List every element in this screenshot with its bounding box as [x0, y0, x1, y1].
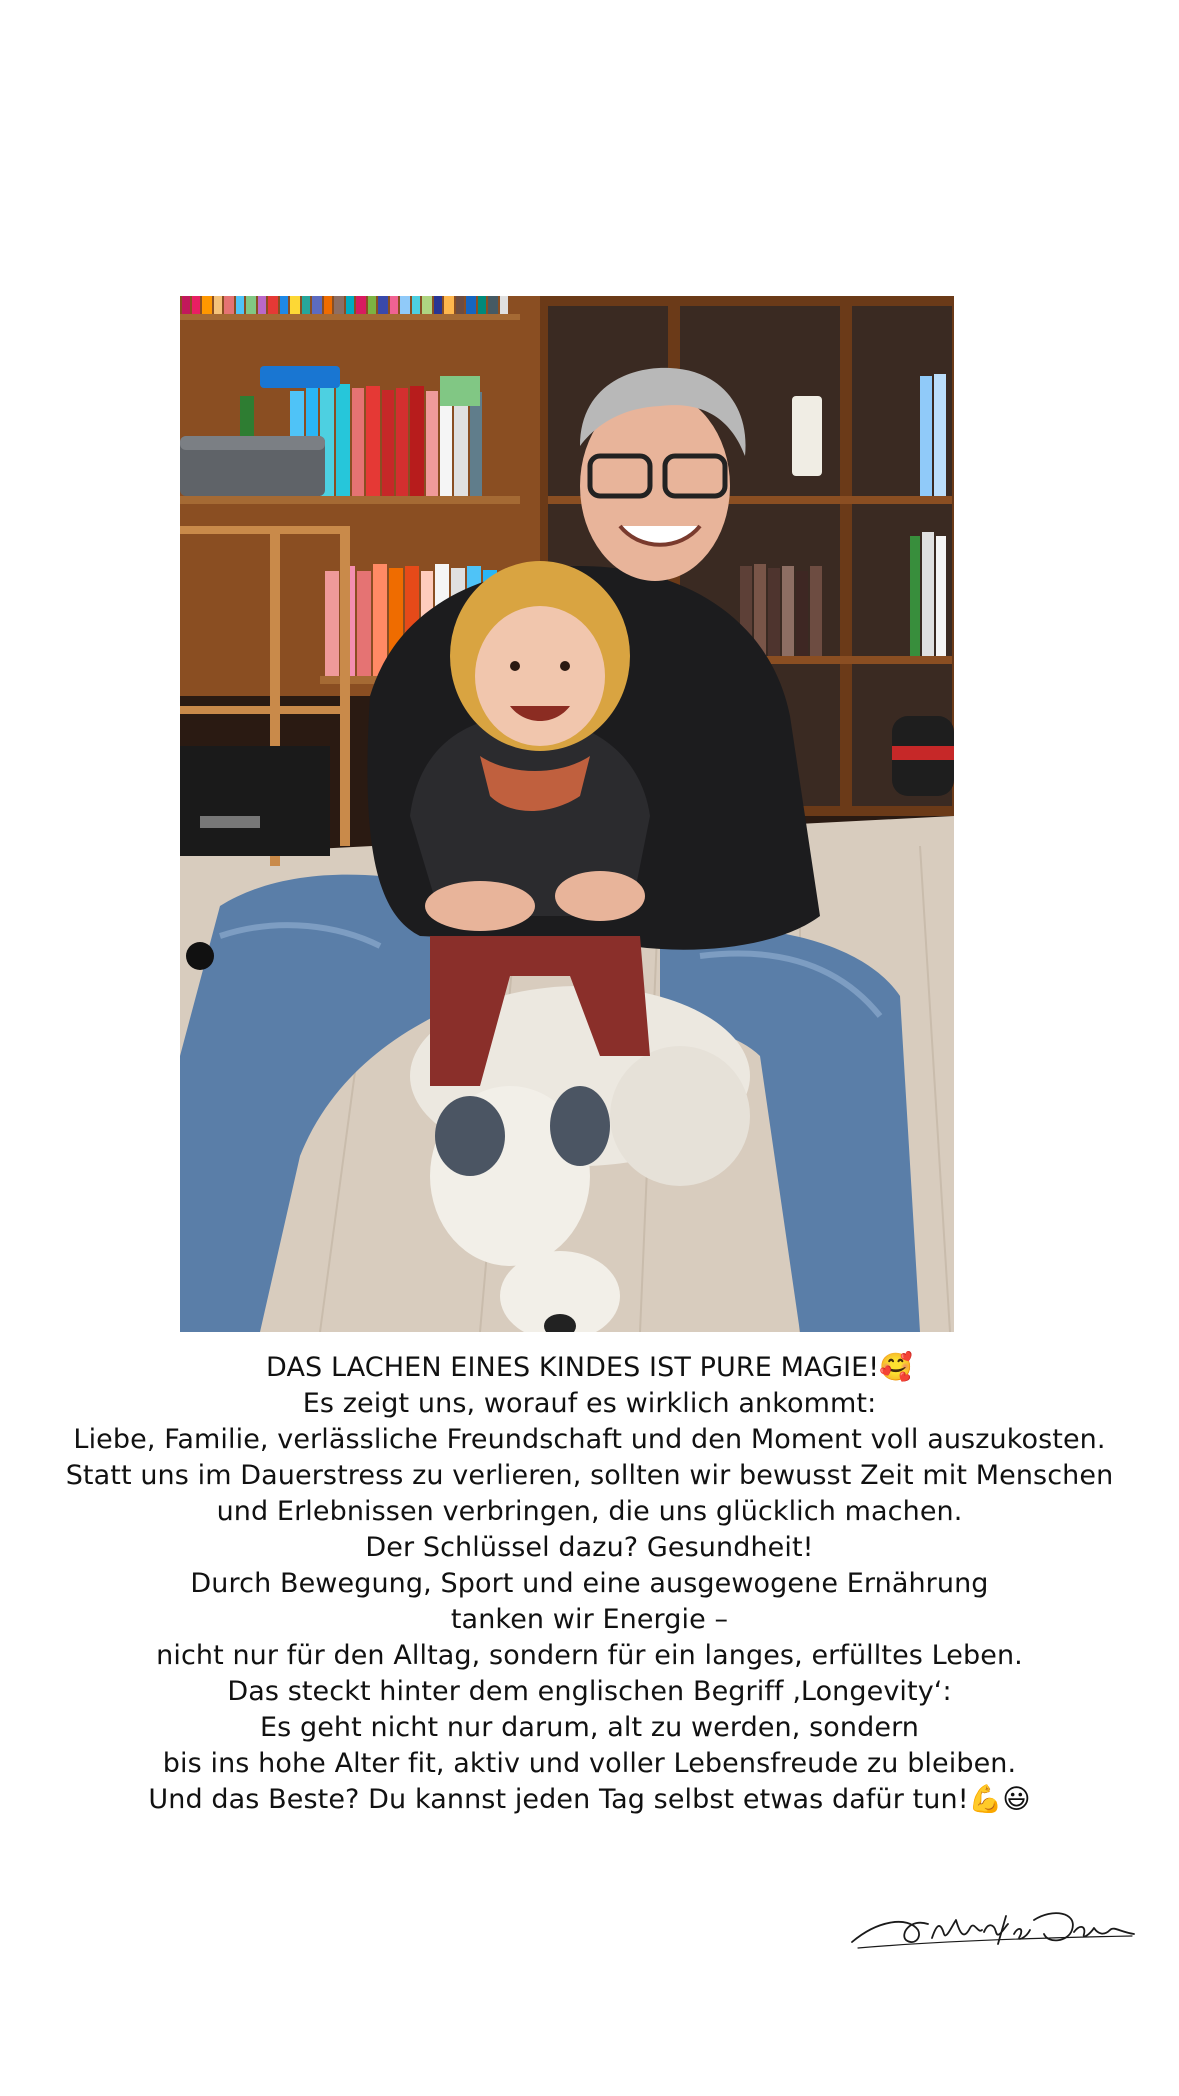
caption-line: Der Schlüssel dazu? Gesundheit!: [365, 1532, 814, 1563]
caption-line: Das steckt hinter dem englischen Begriff ‚Longevity‘:: [227, 1676, 952, 1707]
caption-line: bis ins hohe Alter fit, aktiv und voller Lebensfreude zu bleiben.: [162, 1748, 1017, 1779]
caption-text: [0, 1350, 1179, 1818]
signature-drawing: [848, 1890, 1138, 1960]
caption-line: nicht nur für den Alltag, sondern für ein langes, erfülltes Leben.: [156, 1640, 1023, 1671]
caption-line: Durch Bewegung, Sport und eine ausgewogene Ernährung: [190, 1568, 989, 1599]
signature-image: [848, 1890, 1138, 1960]
caption-line: tanken wir Energie –: [450, 1604, 729, 1635]
caption-line: Es zeigt uns, worauf es wirklich ankommt:: [302, 1388, 877, 1419]
photo-illustration: [180, 296, 954, 1332]
caption-line: Statt uns im Dauerstress zu verlieren, sollten wir bewusst Zeit mit Menschen: [65, 1460, 1114, 1491]
caption-line: Liebe, Familie, verlässliche Freundschaft und den Moment voll auszukosten.: [73, 1424, 1106, 1455]
photo-image: [180, 296, 954, 1332]
caption-line: Und das Beste? Du kannst jeden Tag selbst etwas dafür tun!💪😃: [148, 1784, 1031, 1815]
caption-line: und Erlebnissen verbringen, die uns glücklich machen.: [216, 1496, 963, 1527]
caption-line: DAS LACHEN EINES KINDES IST PURE MAGIE!🥰: [266, 1352, 913, 1383]
caption-line: Es geht nicht nur darum, alt zu werden, sondern: [259, 1712, 920, 1743]
